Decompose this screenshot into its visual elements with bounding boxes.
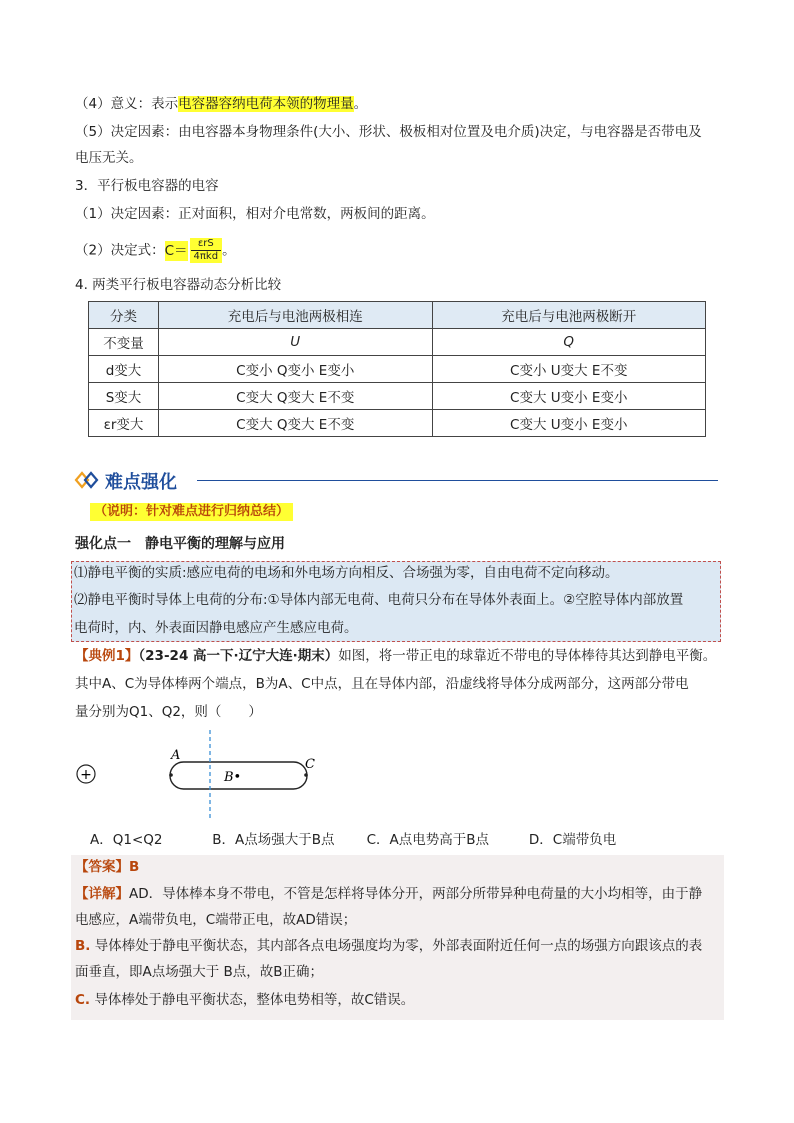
subsection-title: 强化点一 静电平衡的理解与应用 bbox=[75, 536, 285, 552]
point-a-dot bbox=[169, 773, 173, 777]
point-c-dot bbox=[304, 773, 308, 777]
detail-line1: 【详解】AD．导体棒本身不带电，不管是怎样将导体分开，两部分所带异种电荷量的大小均相等，由于静 bbox=[75, 886, 703, 902]
table-cell: C变大 U变小 E变小 bbox=[432, 410, 706, 437]
formula-lhs: C＝ bbox=[164, 242, 188, 259]
key-points-box bbox=[71, 561, 721, 642]
table-cell: S变大 bbox=[89, 383, 159, 410]
table-header: 分类 bbox=[89, 302, 159, 329]
answer-label: 【答案】 bbox=[75, 859, 129, 875]
table-cell: εr变大 bbox=[89, 410, 159, 437]
item-4: （4）意义：表示电容器容纳电荷本领的物理量。 bbox=[75, 96, 368, 112]
example-line1: 【典例1】（23-24 高一下·辽宁大连·期末）如图，将一带正电的球靠近不带电的导体棒待其达到静电平衡。 bbox=[75, 648, 717, 664]
option-a[interactable]: A．Q1<Q2 bbox=[90, 832, 163, 848]
option-b[interactable]: B．A点场强大于B点 bbox=[212, 832, 335, 848]
section-3-item1: （1）决定因素：正对面积，相对介电常数，两板间的距离。 bbox=[75, 206, 435, 222]
comparison-table bbox=[88, 301, 706, 437]
option-c[interactable]: C．A点电势高于B点 bbox=[366, 832, 490, 848]
item-5-line1: （5）决定因素：由电容器本身物理条件(大小、形状、极板相对位置及电介质)决定，与电容器是否带电及 bbox=[75, 124, 702, 140]
table-header: 充电后与电池两极相连 bbox=[159, 302, 433, 329]
table-cell: d变大 bbox=[89, 356, 159, 383]
section-heading bbox=[75, 466, 720, 496]
formula-fraction: $\frac{\text{εrS}}{\text{4πkd}}$ bbox=[190, 238, 223, 263]
answer-block bbox=[71, 855, 724, 1020]
table-header: 充电后与电池两极断开 bbox=[432, 302, 706, 329]
answer-options bbox=[90, 828, 616, 848]
detail-line5: C. 导体棒处于静电平衡状态，整体电势相等，故C错误。 bbox=[75, 992, 415, 1008]
highlight-text: 电容器容纳电荷本领的物理量 bbox=[178, 96, 354, 112]
plus-sign: + bbox=[80, 767, 92, 783]
section-note: （说明：针对难点进行归纳总结） bbox=[90, 503, 293, 521]
key-point-2-line1: ⑵静电平衡时导体上电荷的分布:①导体内部无电荷、电荷只分布在导体外表面上。②空腔导体内部放置 bbox=[74, 592, 684, 608]
table-row bbox=[89, 356, 706, 383]
table-cell: 不变量 bbox=[89, 329, 159, 356]
example-label: 【典例1】 bbox=[75, 648, 139, 664]
double-diamond-icon bbox=[75, 472, 99, 488]
table-header-row bbox=[89, 302, 706, 329]
table-cell: Q bbox=[432, 329, 706, 356]
answer-value: B bbox=[129, 859, 140, 875]
section-title: 难点强化 bbox=[105, 472, 177, 493]
section-3-title: 3．平行板电容器的电容 bbox=[75, 178, 219, 194]
item-5-line2: 电压无关。 bbox=[75, 150, 143, 166]
detail-line3: B. 导体棒处于静电平衡状态，其内部各点电场强度均为零，外部表面附近任何一点的场强方向跟该点的表 bbox=[75, 938, 703, 954]
table-cell: C变小 Q变小 E变小 bbox=[159, 356, 433, 383]
section-3-item2: （2）决定式：C＝ $\frac{\text{εrS}}{\text{4πkd}}$ 。 bbox=[75, 238, 236, 262]
example-source: （23-24 高一下·辽宁大连·期末） bbox=[138, 648, 339, 664]
answer-line bbox=[75, 856, 139, 878]
conductor-diagram bbox=[72, 728, 315, 828]
detail-line2: 电感应，A端带负电，C端带正电，故AD错误； bbox=[75, 912, 357, 928]
example-line2: 其中A、C为导体棒两个端点，B为A、C中点，且在导体内部，沿虚线将导体分成两部分，这两部分带电 bbox=[75, 676, 689, 692]
table-cell: C变大 U变小 E变小 bbox=[432, 383, 706, 410]
table-row bbox=[89, 329, 706, 356]
option-d[interactable]: D．C端带负电 bbox=[528, 832, 617, 848]
label-c: C bbox=[305, 757, 315, 772]
table-row bbox=[89, 410, 706, 437]
example-line3: 量分别为Q1、Q2，则（ ） bbox=[75, 704, 262, 720]
label-a: A bbox=[171, 748, 181, 763]
table-row bbox=[89, 383, 706, 410]
section-4-title: 4. 两类平行板电容器动态分析比较 bbox=[75, 277, 282, 293]
table-cell: C变小 U变大 E不变 bbox=[432, 356, 706, 383]
key-point-2-line2: 电荷时，内、外表面因静电感应产生感应电荷。 bbox=[74, 620, 358, 636]
label-b: B• bbox=[224, 770, 242, 785]
table-cell: U bbox=[159, 329, 433, 356]
table-cell: C变大 Q变大 E不变 bbox=[159, 383, 433, 410]
detail-line4: 面垂直，即A点场强大于 B点，故B正确； bbox=[75, 964, 324, 980]
section-divider bbox=[197, 480, 718, 481]
detail-label: 【详解】 bbox=[75, 886, 129, 902]
key-point-1: ⑴静电平衡的实质:感应电荷的电场和外电场方向相反、合场强为零，自由电荷不定向移动。 bbox=[74, 565, 619, 581]
table-cell: C变大 Q变大 E不变 bbox=[159, 410, 433, 437]
